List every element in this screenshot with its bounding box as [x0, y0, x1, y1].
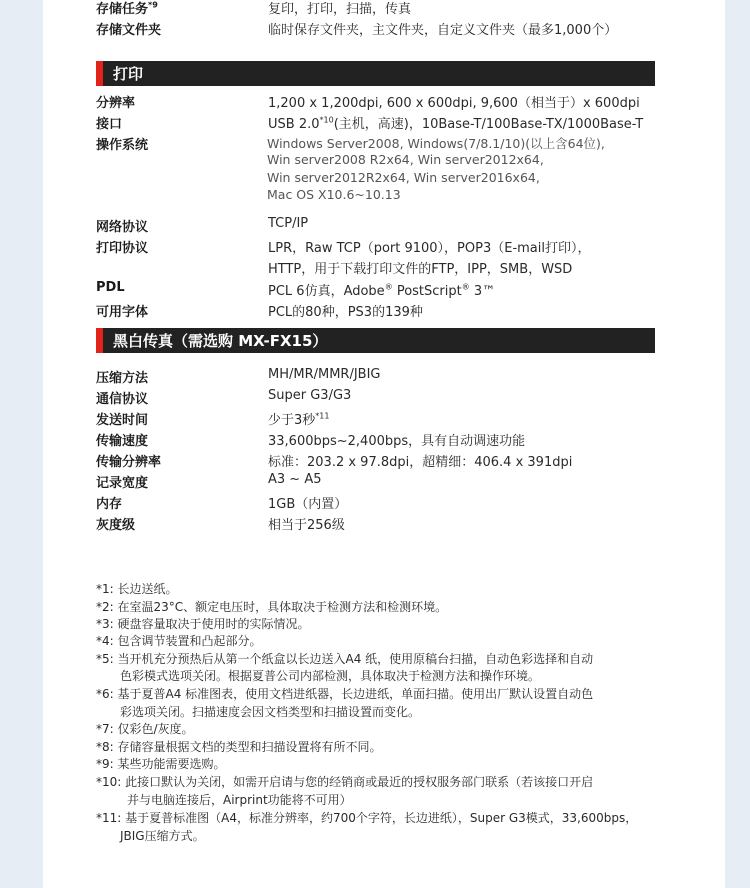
spec-value-memory: 1GB（内置） [268, 497, 348, 512]
spec-value-pdl: PCL 6仿真，Adobe® PostScript® 3™ [268, 282, 496, 299]
spec-label-memory: 内存 [96, 497, 123, 512]
spec-value-recording-width: A3 ~ A5 [268, 472, 322, 487]
spec-value-comm-protocol: Super G3/G3 [268, 388, 352, 403]
footnote: *11: 基于夏普标准图（A4，标准分辨率，约700个字符，长边进纸），Super G3模式，33,600bps， [96, 811, 638, 825]
spec-label-network: 网络协议 [96, 220, 149, 235]
spec-value-interface: USB 2.0$^{*10}$(主机，高速)，10Base-T/100Base-TX/1000Base-T [268, 115, 644, 132]
spec-value-network: TCP/IP [268, 216, 309, 231]
spec-value-fonts: PCL的80种，PS3的139种 [268, 305, 423, 320]
spec-value-storage-folders: 临时保存文件夹，主文件夹，自定义文件夹（最多1,000个） [268, 23, 618, 38]
spec-value-print-protocol-line: HTTP，用于下载打印文件的FTP，IPP，SMB，WSD [268, 262, 573, 277]
section-header-print [96, 61, 655, 86]
footnote: *6: 基于夏普A4 标准图表，使用文档进纸器，长边进纸，单面扫描。使用出厂默认设置自动色 [96, 687, 594, 701]
spec-value-print-protocol-line: LPR，Raw TCP（port 9100），POP3（E-mail打印）， [268, 241, 591, 256]
footnote-continuation: JBIG压缩方式。 [120, 829, 205, 843]
footnote: *9: 某些功能需要选购。 [96, 757, 226, 771]
footnote-continuation: 色彩模式选项关闭。根据夏普公司内部检测，具体取决于检测方法和操作环境。 [120, 669, 541, 683]
spec-label-pdl: PDL [96, 280, 125, 295]
spec-label-transmission-resolution: 传输分辨率 [96, 455, 162, 470]
spec-label-os: 操作系统 [96, 138, 149, 153]
section-header-fax [96, 328, 655, 353]
spec-label-interface: 接口 [96, 117, 123, 132]
spec-label-recording-width: 记录宽度 [96, 476, 149, 491]
spec-label-resolution: 分辨率 [96, 96, 136, 111]
spec-value-storage-jobs: 复印，打印，扫描，传真 [268, 2, 412, 17]
footnote: *4: 包含调节装置和凸起部分。 [96, 634, 262, 648]
spec-value-os-line: Windows Server2008, Windows(7/8.1/10)(以上含64位), [267, 136, 605, 151]
section-title: 打印 [113, 65, 144, 83]
footnote: *8: 存储容量根据文档的类型和扫描设置将有所不同。 [96, 740, 382, 754]
spec-value-os-line: Win server2012R2x64, Win server2016x64, [267, 170, 540, 185]
footnote: *1: 长边送纸。 [96, 582, 178, 596]
footnote: *10: 此接口默认为关闭，如需开启请与您的经销商或最近的授权服务部门联系（若该接口开启 [96, 775, 594, 789]
spec-value-os-line: Mac OS X10.6~10.13 [267, 187, 401, 202]
spec-value-os-line: Win server2008 R2x64, Win server2012x64, [267, 152, 544, 167]
spec-label-transmission-speed: 传输速度 [96, 434, 149, 449]
footnote: *3: 硬盘容量取决于使用时的实际情况。 [96, 617, 310, 631]
section-title: 黑白传真（需选购 MX-FX15） [113, 332, 328, 350]
footnote-continuation: 并与电脑连接后，Airprint功能将不可用） [127, 793, 352, 807]
footnote: *2: 在室温23°C、额定电压时，具体取决于检测方法和检测环境。 [96, 600, 448, 614]
spec-label-print-protocol: 打印协议 [96, 241, 149, 256]
spec-label-comm-protocol: 通信协议 [96, 392, 149, 407]
footnote: *7: 仅彩色/灰度。 [96, 722, 194, 736]
section-accent [96, 61, 103, 86]
spec-label-fonts: 可用字体 [96, 305, 149, 320]
spec-label-storage-folders: 存储文件夹 [96, 23, 162, 38]
spec-value-compression: MH/MR/MMR/JBIG [268, 367, 381, 382]
spec-value-transmission-resolution: 标准：203.2 x 97.8dpi，超精细：406.4 x 391dpi [268, 455, 573, 470]
spec-value-send-time: 少于3秒$^{*11}$ [268, 411, 330, 428]
spec-value-transmission-speed: 33,600bps~2,400bps，具有自动调速功能 [268, 434, 526, 449]
spec-label-send-time: 发送时间 [96, 413, 149, 428]
footnote-continuation: 彩选项关闭。扫描速度会因文档类型和扫描设置而变化。 [120, 705, 421, 719]
spec-value-resolution: 1,200 x 1,200dpi, 600 x 600dpi, 9,600（相当于）x 600dpi [268, 96, 640, 111]
spec-value-grayscale: 相当于256级 [268, 518, 345, 533]
spec-label-grayscale: 灰度级 [96, 518, 136, 533]
spec-label-storage-jobs: 存储任务$^{*9}$ [96, 0, 158, 17]
footnote: *5: 当开机充分预热后从第一个纸盒以长边送入A4 纸，使用原稿台扫描，自动色彩选择和自动 [96, 652, 594, 666]
spec-label-compression: 压缩方法 [96, 371, 149, 386]
section-accent [96, 328, 103, 353]
